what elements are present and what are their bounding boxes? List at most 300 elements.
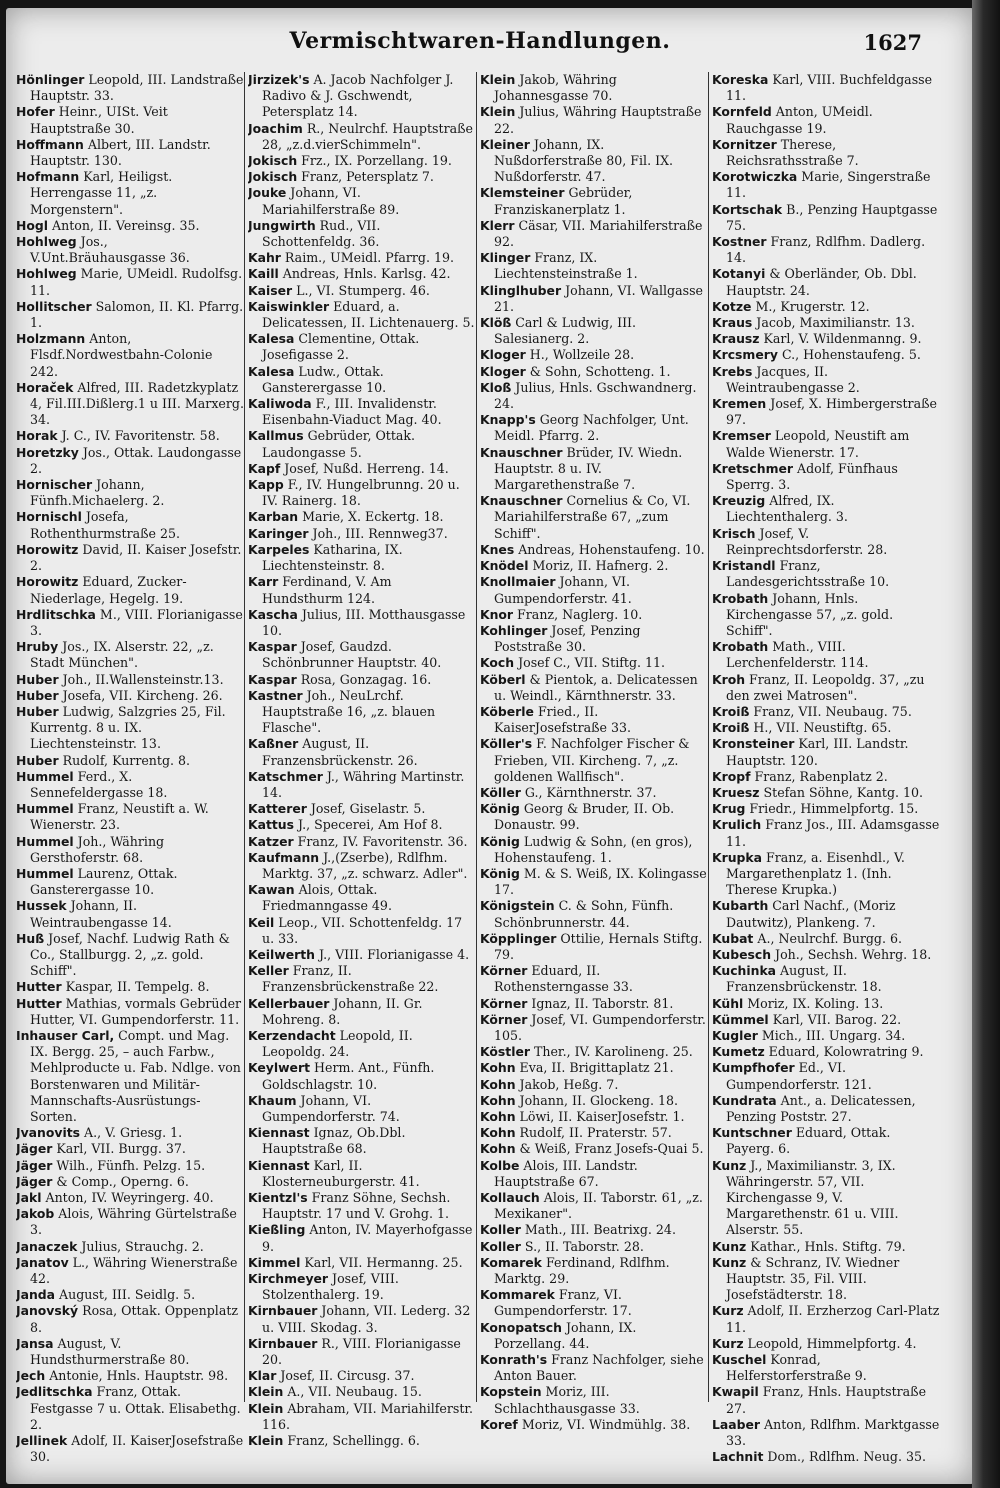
entry-name: Klein — [248, 1384, 284, 1400]
directory-entry — [480, 218, 708, 250]
directory-entry — [480, 1417, 708, 1433]
entry-details: Franz, Rabenplatz 2. — [750, 768, 888, 784]
entry-details: & Oberländer, Ob. Dbl. Hauptstr. 24. — [726, 266, 917, 298]
entry-name: Horetzky — [16, 444, 79, 460]
entry-name: Kastner — [248, 687, 303, 703]
directory-entry — [248, 850, 476, 882]
directory-entry — [16, 1158, 244, 1174]
entry-details: Ferdinand, Rdlfhm. Marktg. 29. — [494, 1254, 670, 1287]
entry-name: Kohn — [480, 1141, 516, 1157]
entry-details: Franz, a. Eisenhdl., V. Margarethenplatz 1. (Inh. Therese Krupka.) — [726, 849, 905, 898]
directory-entry — [248, 1401, 476, 1433]
entry-details: Friedr., Himmelpfortg. 15. — [745, 801, 919, 817]
entry-details: Katharina, IX. Liechtensteinstr. 8. — [262, 541, 403, 574]
directory-entry — [480, 866, 708, 898]
directory-entry — [480, 996, 708, 1012]
directory-entry — [712, 104, 940, 136]
entry-name: Hohlweg — [16, 234, 77, 250]
entry-details: Marie, UMeidl. Rudolfsg. 11. — [30, 266, 243, 298]
directory-entry — [16, 672, 244, 688]
entry-details: Anton, IV. Mayerhofgasse 9. — [262, 1222, 473, 1254]
entry-name: Hornischer — [16, 477, 93, 493]
entry-name: Kalesa — [248, 331, 295, 347]
entry-details: Karl, VIII. Buchfeldgasse 11. — [726, 72, 933, 104]
entry-name: Kreuzig — [712, 493, 766, 509]
entry-details: Anton, Flsdf.Nordwestbahn-Colonie 242. — [30, 331, 213, 379]
entry-details: Karl, VII. Burgg. 37. — [52, 1141, 186, 1157]
entry-name: Kahr — [248, 250, 281, 266]
entry-details: Johann, VI. Mariahilferstraße 89. — [262, 185, 400, 217]
entry-name: Keller — [248, 963, 289, 979]
entry-details: Heinr., UISt. Veit Hauptstraße 30. — [30, 104, 168, 136]
entry-name: Kruesz — [712, 784, 760, 800]
directory-entry — [712, 817, 940, 849]
entry-name: Jakl — [16, 1190, 42, 1206]
directory-entry — [480, 1012, 708, 1044]
entry-name: Khaum — [248, 1092, 297, 1108]
entry-name: König — [480, 801, 520, 817]
directory-entry — [248, 218, 476, 250]
directory-entry — [480, 623, 708, 655]
entry-details: Jakob, Heßg. 7. — [515, 1076, 619, 1092]
directory-entry — [480, 1320, 708, 1352]
directory-entry — [248, 1028, 476, 1060]
entry-details: Jos., Ottak. Laudongasse 2. — [30, 444, 242, 476]
entry-name: Koch — [480, 655, 515, 671]
entry-details: & Comp., Operng. 6. — [52, 1173, 189, 1189]
entry-details: Johann, II. Gr. Mohreng. 8. — [262, 995, 423, 1027]
entry-details: Dom., Rdlfhm. Neug. 35. — [763, 1449, 927, 1465]
directory-entry — [248, 574, 476, 606]
entry-name: Jellinek — [16, 1433, 68, 1449]
directory-entry — [712, 1125, 940, 1157]
directory-entry — [248, 1222, 476, 1254]
entry-details: Franz, II. Leopoldg. 37, „zu den zwei Matrosen". — [726, 671, 925, 703]
entry-name: Horaček — [16, 379, 74, 395]
directory-entry — [712, 461, 940, 493]
page-number: 1627 — [863, 30, 922, 55]
entry-name: Kunz — [712, 1254, 747, 1270]
entry-details: Joh., NeuLrchf. Hauptstraße 16, „z. blauen Flasche". — [262, 687, 436, 736]
entry-details: Julius, Währing Hauptstraße 22. — [494, 104, 702, 136]
directory-entry — [248, 331, 476, 363]
entry-details: Johann, IX. Porzellang. 44. — [494, 1319, 637, 1351]
directory-entry — [248, 882, 476, 914]
directory-entry — [16, 898, 244, 930]
entry-name: Klein — [248, 1433, 284, 1449]
entry-name: Koref — [480, 1416, 518, 1432]
entry-details: Franz Söhne, Sechsh. Hauptstr. 17 und V. Grohg. 1. — [262, 1190, 451, 1222]
entry-details: Moriz, II. Hafnerg. 2. — [528, 558, 669, 574]
entry-details: Josefa, Rothenthurmstraße 25. — [30, 509, 180, 541]
entry-details: Laurenz, Ottak. Gansterergasse 10. — [30, 865, 178, 898]
directory-entry — [712, 996, 940, 1012]
directory-entry — [16, 1384, 244, 1433]
entry-name: Kohn — [480, 1076, 516, 1092]
entry-name: Janovský — [16, 1303, 79, 1319]
entry-name: Krug — [712, 801, 746, 817]
entry-name: Kurz — [712, 1303, 744, 1319]
entry-name: Knes — [480, 541, 515, 557]
directory-entry — [480, 1190, 708, 1222]
entry-name: Katterer — [248, 801, 307, 817]
entry-details: Karl, V. Wildenmanng. 9. — [759, 331, 922, 347]
directory-entry — [16, 266, 244, 298]
entry-details: Adolf, II. Erzherzog Carl-Platz 11. — [726, 1303, 940, 1335]
entry-details: Georg Nachfolger, Unt. Meidl. Pfarrg. 2. — [494, 412, 689, 444]
entry-details: A., Neulrchf. Burgg. 6. — [753, 930, 903, 946]
entry-details: Math., VIII. Lerchenfelderstr. 114. — [726, 639, 869, 671]
entry-details: L., Währing Wienerstraße 42. — [30, 1254, 238, 1287]
entry-name: Klinger — [480, 250, 531, 266]
entry-details: Fried., II. KaiserJosefstraße 33. — [494, 703, 632, 736]
entry-details: Karl, II. Klosterneuburgerstr. 41. — [262, 1157, 420, 1189]
entry-name: Huber — [16, 687, 59, 703]
directory-entry — [480, 1077, 708, 1093]
entry-name: Hofmann — [16, 169, 80, 185]
directory-entry — [16, 1125, 244, 1141]
entry-name: Laaber — [712, 1416, 761, 1432]
entry-name: Horowitz — [16, 574, 79, 590]
entry-details: R., Neulrchf. Hauptstraße 28, „z.d.vierSchimmeln". — [262, 120, 473, 152]
entry-details: Franz, Rdlfhm. Dadlerg. 14. — [726, 234, 926, 266]
directory-entry — [248, 607, 476, 639]
directory-entry — [248, 185, 476, 217]
entry-name: Kraus — [712, 315, 753, 331]
entry-name: Körner — [480, 1011, 528, 1027]
entry-name: Kawan — [248, 882, 295, 898]
entry-details: F., IV. Hungelbrunng. 20 u. IV. Rainerg. 18. — [262, 477, 460, 509]
entry-name: Joachim — [248, 120, 303, 136]
entry-details: Ludwig & Sohn, (en gros), Hohenstaufeng. 1. — [494, 833, 693, 865]
entry-details: Rud., VII. Schottenfeldg. 36. — [262, 217, 381, 250]
entry-details: Franz, IX. Liechtensteinstraße 1. — [494, 250, 638, 282]
entry-name: Karban — [248, 509, 299, 525]
entry-details: Rudolf, II. Praterstr. 57. — [515, 1125, 672, 1141]
directory-entry — [16, 639, 244, 671]
entry-name: Jäger — [16, 1141, 53, 1157]
directory-entry — [16, 1174, 244, 1190]
directory-entry — [16, 428, 244, 444]
entry-details: Kathar., Hnls. Stiftg. 79. — [746, 1238, 906, 1254]
directory-entry — [480, 1352, 708, 1384]
directory-entry — [712, 1239, 940, 1255]
directory-entry — [480, 801, 708, 833]
entry-name: Kubesch — [712, 946, 772, 962]
entry-name: Kubarth — [712, 898, 769, 914]
directory-entry — [712, 963, 940, 995]
directory-entry — [248, 509, 476, 525]
directory-entry — [712, 1060, 940, 1092]
entry-details: C. & Sohn, Fünfh. Schönbrunnerstr. 44. — [494, 898, 674, 930]
directory-entry — [480, 445, 708, 494]
entry-name: Janaczek — [16, 1238, 78, 1254]
entry-name: Krausz — [712, 331, 760, 347]
entry-name: Klerr — [480, 217, 515, 233]
entry-details: Jakob, Währing Johannesgasse 70. — [494, 72, 617, 104]
entry-name: Krisch — [712, 525, 756, 541]
directory-entry — [248, 1255, 476, 1271]
entry-details: Eduard, Ottak. Payerg. 6. — [726, 1125, 891, 1157]
entry-details: F., III. Invalidenstr. Eisenbahn-Viaduct Mag. 40. — [262, 396, 442, 428]
entry-details: Franz, Ottak. Festgasse 7 u. Ottak. Elisabethg. 2. — [30, 1384, 241, 1432]
directory-entry — [712, 785, 940, 801]
entry-details: Jos., V.Unt.Bräuhausgasse 36. — [30, 234, 190, 266]
directory-entry — [480, 1141, 708, 1157]
directory-entry — [712, 898, 940, 930]
directory-entry — [712, 1044, 940, 1060]
directory-entry — [712, 769, 940, 785]
directory-entry — [712, 704, 940, 720]
entry-details: J. C., IV. Favoritenstr. 58. — [57, 428, 220, 444]
directory-entry — [480, 1239, 708, 1255]
directory-entry — [712, 720, 940, 736]
entry-details: August, II. Franzensbrückenstr. 18. — [726, 963, 882, 995]
entry-details: Franz, Neustift a. W. Wienerstr. 23. — [30, 801, 209, 833]
entry-name: Jokisch — [248, 153, 298, 169]
directory-entry — [248, 526, 476, 542]
directory-entry — [480, 1109, 708, 1125]
entry-name: Kopstein — [480, 1384, 542, 1400]
entry-name: Hutter — [16, 979, 62, 995]
directory-entry — [480, 834, 708, 866]
page-edge-shadow — [972, 0, 1000, 1488]
entry-details: Leopold, Himmelpfortg. 4. — [743, 1335, 917, 1351]
entry-name: Kremser — [712, 428, 771, 444]
entry-details: Compt. und Mag. IX. Bergg. 25, – auch Farbw., Mehlproducte u. Fab. Ndlge. von Borstenwaren und Militär-Mannschafts-Ausrüstungs-Sorten. — [30, 1027, 241, 1124]
directory-entry — [16, 1336, 244, 1368]
entry-name: Hollitscher — [16, 298, 92, 314]
column-2 — [248, 72, 476, 1472]
directory-entry — [712, 1012, 940, 1028]
entry-details: C., Hohenstaufeng. 5. — [777, 347, 921, 363]
entry-details: Franz, II. Franzensbrückenstraße 22. — [262, 963, 439, 995]
entry-details: A. Jacob Nachfolger J. Radivo & J. Gschwendt, Petersplatz 14. — [262, 72, 454, 120]
directory-entry — [248, 688, 476, 737]
entry-name: Kollauch — [480, 1190, 540, 1206]
directory-entry — [16, 104, 244, 136]
entry-details: Alfred, IX. Liechtenthalerg. 3. — [726, 493, 848, 525]
entry-details: Herm. Ant., Fünfh. Goldschlagstr. 10. — [262, 1060, 435, 1092]
entry-details: Franz Jos., III. Adamsgasse 11. — [726, 817, 940, 849]
entry-details: Johann, IX. Nußdorferstraße 80, Fil. IX. Nußdorferstr. 47. — [494, 136, 674, 185]
entry-name: Kohn — [480, 1109, 516, 1124]
entry-name: Kotze — [712, 298, 752, 314]
entry-name: Karpeles — [248, 541, 310, 557]
entry-name: Koller — [480, 1222, 521, 1238]
entry-name: Klein — [480, 104, 516, 120]
entry-details: Marie, Singerstraße 11. — [726, 169, 931, 201]
directory-entry — [480, 1125, 708, 1141]
column-3 — [480, 72, 708, 1472]
directory-entry — [480, 185, 708, 217]
entry-details: G., Kärnthnerstr. 37. — [520, 784, 657, 800]
entry-name: Kunz — [712, 1157, 747, 1173]
entry-details: Ignaz, II. Taborstr. 81. — [527, 995, 674, 1011]
entry-name: Kurz — [712, 1335, 744, 1351]
entry-details: Josef, VIII. Stolzenthalerg. 19. — [262, 1271, 399, 1303]
entry-name: Kropf — [712, 768, 751, 784]
entry-details: Alois, II. Taborstr. 61, „z. Mexikaner". — [494, 1190, 703, 1222]
entry-details: Karl, III. Landstr. Hauptstr. 120. — [726, 736, 909, 768]
entry-details: F. Nachfolger Fischer & Frieben, VII. Kircheng. 7, „z. goldenen Wallfisch". — [494, 736, 690, 784]
entry-name: Kuschel — [712, 1352, 767, 1368]
entry-details: Josef, Nußd. Herreng. 14. — [280, 460, 449, 476]
entry-name: Kirchmeyer — [248, 1271, 329, 1287]
entry-name: Koller — [480, 1238, 521, 1254]
entry-name: Hönlinger — [16, 72, 85, 87]
directory-entry — [16, 1433, 244, 1465]
entry-name: Kommarek — [480, 1287, 555, 1303]
directory-entry — [712, 347, 940, 363]
entry-name: Hummel — [16, 801, 74, 817]
entry-details: Josef, II. Circusg. 37. — [276, 1368, 415, 1384]
directory-entry — [480, 1287, 708, 1319]
entry-name: Kiennast — [248, 1157, 310, 1173]
directory-entry — [16, 218, 244, 234]
directory-entry — [248, 769, 476, 801]
entry-name: Köller's — [480, 736, 533, 752]
entry-details: Math., III. Beatrixg. 24. — [520, 1222, 676, 1238]
entry-name: König — [480, 865, 520, 881]
entry-name: Köberle — [480, 703, 534, 719]
directory-entry — [480, 898, 708, 930]
directory-entry — [480, 655, 708, 671]
directory-entry — [712, 1158, 940, 1239]
directory-entry — [480, 607, 708, 623]
directory-entry — [712, 1255, 940, 1304]
entry-name: König — [480, 833, 520, 849]
entry-details: Franz, Landesgerichtsstraße 10. — [726, 558, 890, 590]
entry-name: Horowitz — [16, 541, 79, 557]
entry-name: Kaufmann — [248, 849, 320, 865]
entry-name: Katzer — [248, 833, 294, 849]
entry-details: Franz, IV. Favoritenstr. 36. — [293, 833, 468, 849]
directory-entry — [16, 477, 244, 509]
directory-entry — [16, 979, 244, 995]
directory-entry — [16, 1255, 244, 1287]
entry-details: Ther., IV. Karolineng. 25. — [529, 1044, 693, 1060]
directory-entry — [712, 396, 940, 428]
entry-details: Eduard, Kolowratring 9. — [764, 1044, 924, 1060]
directory-entry — [712, 169, 940, 201]
directory-entry — [248, 283, 476, 299]
directory-entry — [248, 947, 476, 963]
directory-entry — [712, 331, 940, 347]
directory-entry — [712, 428, 940, 460]
entry-details: Moriz, VI. Windmühlg. 38. — [517, 1416, 691, 1432]
entry-details: Johann, VI. Gumpendorferstr. 41. — [494, 574, 632, 606]
entry-details: Brüder, IV. Wiedn. Hauptstr. 8 u. IV. Margarethenstraße 7. — [494, 444, 683, 493]
directory-entry — [712, 736, 940, 768]
entry-details: Cornelius & Co, VI. Mariahilferstraße 67, „zum Schiff". — [494, 493, 691, 541]
entry-details: Josef, VI. Gumpendorferstr. 105. — [494, 1011, 706, 1043]
entry-details: B., Penzing Hauptgasse 75. — [726, 201, 938, 233]
entry-details: J.,(Zserbe), Rdlfhm. Marktg. 37, „z. schwarz. Adler". — [262, 849, 468, 881]
entry-name: Kleiner — [480, 136, 530, 152]
directory-entry — [480, 1093, 708, 1109]
directory-entry — [248, 250, 476, 266]
entry-details: Karl, VII. Hermanng. 25. — [300, 1254, 463, 1270]
entry-details: Joh., Sechsh. Wehrg. 18. — [771, 946, 932, 962]
entry-details: Andreas, Hnls. Karlsg. 42. — [278, 266, 451, 282]
entry-name: Jirzizek's — [248, 72, 310, 87]
entry-details: R., VIII. Florianigasse 20. — [262, 1335, 461, 1368]
entry-details: Konrad, Helferstorferstraße 9. — [726, 1352, 867, 1384]
directory-entry — [248, 461, 476, 477]
entry-name: Krupka — [712, 849, 763, 865]
directory-entry — [712, 234, 940, 266]
directory-entry — [16, 801, 244, 833]
entry-name: Huber — [16, 752, 59, 768]
directory-entry — [248, 396, 476, 428]
entry-details: Salomon, II. Kl. Pfarrg. 1. — [30, 298, 244, 331]
directory-entry — [16, 753, 244, 769]
directory-entry — [480, 347, 708, 363]
entry-name: Kümmel — [712, 1011, 769, 1027]
entry-details: H., VII. Neustiftg. 65. — [749, 720, 892, 736]
entry-name: Jech — [16, 1368, 46, 1384]
entry-details: Anton, Rdlfhm. Marktgasse 33. — [726, 1416, 940, 1449]
directory-entry — [480, 1222, 708, 1238]
entry-details: Anton, II. Vereinsg. 35. — [48, 217, 200, 233]
entry-name: Kumpfhofer — [712, 1060, 795, 1076]
entry-details: Leopold, II. Leopoldg. 24. — [262, 1027, 413, 1060]
entry-details: Ant., a. Delicatessen, Penzing Poststr. 27. — [726, 1092, 916, 1124]
directory-entry — [16, 542, 244, 574]
entry-details: Johann, VI. Wallgasse 21. — [494, 282, 703, 314]
entry-details: J., Maximilianstr. 3, IX. Währingerstr. 57, VII. Kirchengasse 9, V. Margarethenstr. 61 u. VIII. Alserstr. 55. — [726, 1157, 899, 1238]
entry-details: J., VIII. Florianigasse 4. — [315, 946, 470, 962]
entry-name: Kornitzer — [712, 136, 777, 152]
entry-name: Knor — [480, 606, 514, 622]
entry-name: Kronsteiner — [712, 736, 795, 752]
entry-name: Klein — [480, 72, 516, 87]
directory-entry — [480, 785, 708, 801]
entry-name: Hummel — [16, 865, 74, 881]
entry-name: Jokisch — [248, 169, 298, 185]
entry-details: August, II. Franzensbrückenstr. 26. — [262, 736, 418, 768]
directory-entry — [480, 931, 708, 963]
entry-details: Joh., III. Rennweg37. — [308, 525, 448, 541]
directory-entry — [480, 1060, 708, 1076]
entry-name: Klein — [248, 1400, 284, 1416]
entry-name: Kwapil — [712, 1384, 759, 1400]
directory-entry — [248, 1336, 476, 1368]
entry-details: Alfred, III. Radetzkyplatz 4, Fil.III.Dißlerg.1 u III. Marxerg. 34. — [30, 379, 244, 428]
directory-entry — [712, 947, 940, 963]
entry-name: Kaill — [248, 266, 279, 282]
entry-name: Jungwirth — [248, 217, 316, 233]
entry-name: Inhauser Carl, — [16, 1027, 115, 1043]
directory-entry — [712, 72, 940, 104]
entry-details: Josefa, VII. Kircheng. 26. — [58, 687, 223, 703]
entry-details: Eduard, Zucker-Niederlage, Hegelg. 19. — [30, 574, 187, 606]
entry-details: Franz Nachfolger, siehe Anton Bauer. — [494, 1352, 704, 1384]
entry-details: S., II. Taborstr. 28. — [520, 1238, 644, 1254]
entry-details: Johann, Hnls. Kirchengasse 57, „z. gold. Schiff". — [726, 590, 894, 638]
directory-entry — [248, 834, 476, 850]
directory-entry — [16, 1287, 244, 1303]
directory-entry — [248, 736, 476, 768]
directory-entry — [712, 202, 940, 234]
entry-name: Kroiß — [712, 720, 750, 736]
entry-details: Ludwig, Salzgries 25, Fil. Kurrentg. 8 u. IX. Liechtensteinstr. 13. — [30, 703, 226, 752]
directory-entry — [480, 364, 708, 380]
entry-name: Kuchinka — [712, 963, 777, 979]
directory-entry — [16, 834, 244, 866]
entry-name: Hogl — [16, 217, 48, 233]
